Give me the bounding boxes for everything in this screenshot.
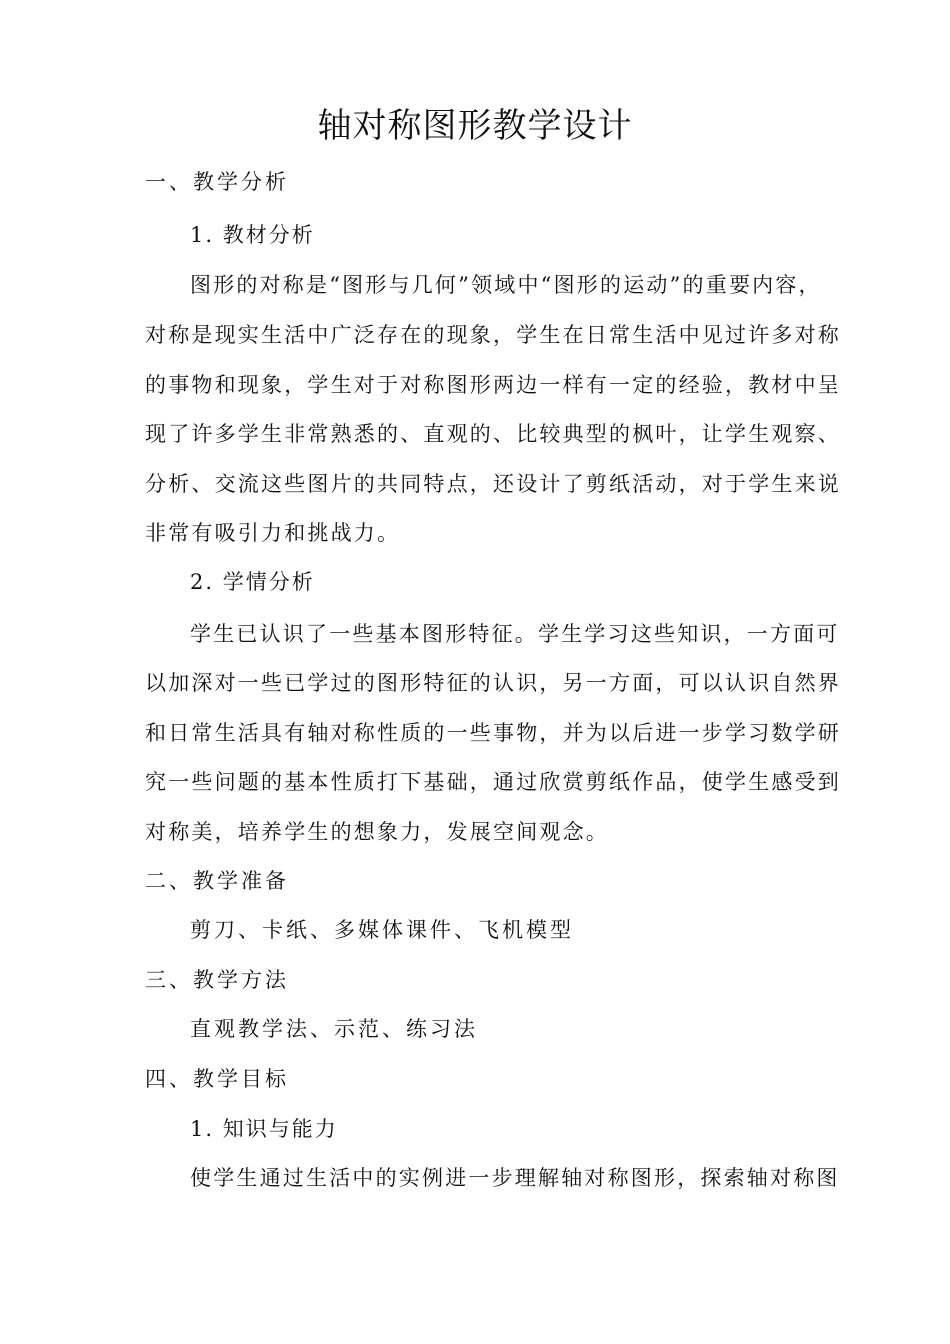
- document-title: 轴对称图形教学设计: [317, 106, 633, 146]
- subsection-heading-textbook: 1. 教材分析: [190, 223, 315, 247]
- paragraph-line: 的事物和现象，学生对于对称图形两边一样有一定的经验，教材中呈: [145, 373, 841, 397]
- preparation-text: 剪刀、卡纸、多媒体课件、飞机模型: [190, 918, 574, 942]
- paragraph-line: 对称美，培养学生的想象力，发展空间观念。: [145, 820, 609, 844]
- paragraph-line: 现了许多学生非常熟悉的、直观的、比较典型的枫叶，让学生观察、: [145, 422, 841, 446]
- paragraph-line: 分析、交流这些图片的共同特点，还设计了剪纸活动，对于学生来说: [145, 472, 841, 496]
- subsection-heading-knowledge: 1. 知识与能力: [190, 1117, 338, 1141]
- paragraph-line: 学生已认识了一些基本图形特征。学生学习这些知识，一方面可: [190, 622, 840, 646]
- method-text: 直观教学法、示范、练习法: [190, 1017, 478, 1041]
- paragraph-line: 对称是现实生活中广泛存在的现象，学生在日常生活中见过许多对称: [145, 323, 841, 347]
- paragraph-line: 和日常生活具有轴对称性质的一些事物，并为以后进一步学习数学研: [145, 721, 841, 745]
- paragraph-line: 图形的对称是“图形与几何”领域中“图形的运动”的重要内容，: [190, 273, 822, 297]
- section-heading-method: 三、教学方法: [145, 968, 289, 992]
- paragraph-line: 究一些问题的基本性质打下基础，通过欣赏剪纸作品，使学生感受到: [145, 770, 841, 794]
- paragraph-line: 使学生通过生活中的实例进一步理解轴对称图形，探索轴对称图: [190, 1166, 840, 1190]
- section-heading-analysis: 一、教学分析: [145, 170, 289, 194]
- section-heading-objectives: 四、教学目标: [145, 1067, 289, 1091]
- section-heading-preparation: 二、教学准备: [145, 869, 289, 893]
- paragraph-line: 非常有吸引力和挑战力。: [145, 521, 401, 545]
- subsection-heading-learner: 2. 学情分析: [190, 570, 315, 594]
- paragraph-line: 以加深对一些已学过的图形特征的认识，另一方面，可以认识自然界: [145, 671, 841, 695]
